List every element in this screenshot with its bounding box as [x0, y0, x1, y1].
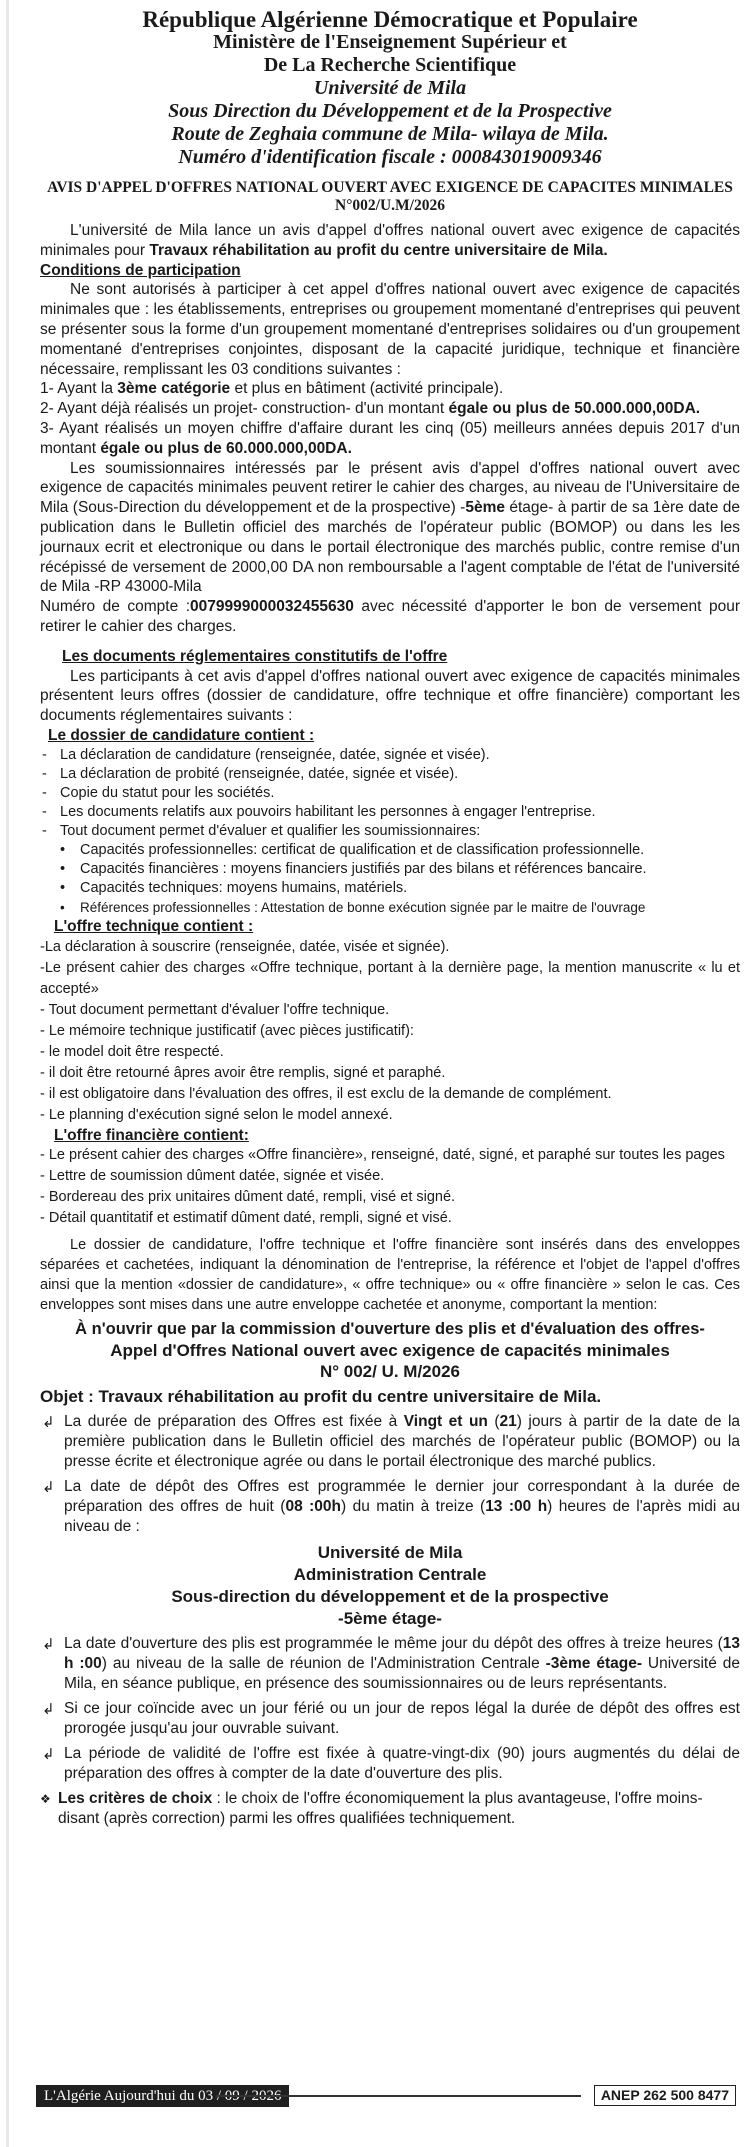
list-item: - Tout document permet d'évaluer et qualifier les soumissionnaires:	[40, 822, 740, 841]
mention-number: N° 002/ U. M/2026	[319, 1362, 461, 1382]
publication-footer	[36, 2085, 736, 2107]
deposit-address	[40, 1542, 740, 1630]
notice-title-text: AVIS D'APPEL D'OFFRES NATIONAL OUVERT AVEC EXIGENCE DE CAPACITES MINIMALES	[47, 179, 733, 196]
criteria-label: Les critères de choix	[58, 1790, 213, 1808]
docs-intro: Les participants à cet avis d'appel d'offres national ouvert avec exigence de capacités minimales présentent leurs offres (dossier de candidature, offre technique et offre financière) comportant les documents réglementaires suivants :	[40, 667, 740, 725]
deadline-days: 21	[499, 1413, 517, 1431]
list-item	[40, 1412, 740, 1472]
list-item: - Tout document permettant d'évaluer l'offre technique.	[40, 1001, 390, 1018]
list-item	[40, 1477, 740, 1537]
condition-3-amount: égale ou plus de 60.000.000,00DA.	[100, 439, 352, 457]
list-item: • Références professionnelles : Attestation de bonne exécution signée par le maitre de l'ouvrage	[40, 898, 740, 917]
list-item: • Capacités professionnelles: certificat de qualification et de classification professionnelle.	[40, 841, 740, 860]
list-item: - Le mémoire technique justificatif (avec pièces justificatif):	[40, 1022, 414, 1039]
list-item: - Le présent cahier des charges «Offre financière», renseigné, daté, signé, et paraphé sur toutes les pages	[40, 1147, 725, 1164]
subdirection-line: Sous Direction du Développement et de la Prospective	[168, 100, 612, 122]
list-item: ↲ La période de validité de l'offre est fixée à quatre-vingt-dix (90) jours augmentés du délai de préparation des offres à compter de la date d'ouverture des plis.	[40, 1744, 740, 1784]
deadline-text: La durée de préparation des Offres est fixée à	[64, 1413, 404, 1431]
deposit-start: 08 :00h	[285, 1498, 342, 1516]
conditions-heading: Conditions de participation	[40, 261, 241, 279]
condition-1-category: 3ème catégorie	[117, 380, 231, 398]
deposit-rest: ) heures de l'après midi au niveau de :	[64, 1498, 740, 1536]
account-label: Numéro de compte :	[40, 598, 191, 616]
deadline-days-words: Vingt et un	[403, 1413, 488, 1431]
list-item: • Capacités financières : moyens financiers justifiés par des bilans et références bancaire.	[40, 860, 740, 879]
republic-line: République Algérienne Démocratique et Populaire	[142, 7, 638, 32]
mention-line-1: À n'ouvrir que par la commission d'ouverture des plis et d'évaluation des offres-	[75, 1320, 705, 1339]
withdrawal-rest: étage- à partir de sa 1ère date de publication dans le Bulletin officiel des marchés de l'opérateur public (BOMOP) ou dans les les journaux ecrit et electronique ou dans le portail électronique des marchés public, contre remise d'un récépissé de versement de 2000,00 DA non remboursable a l'agent comptable de l'état de l'université de Mila -RP 43000-Mila	[40, 499, 740, 596]
ministry-line-2: De La Recherche Scientifique	[263, 54, 517, 76]
address-subdirection: Sous-direction du développement et de la prospective	[171, 1587, 609, 1607]
intro-text: L'université de Mila lance un avis d'appel d'offres national ouvert avec exigence de capacités minimales pour	[40, 222, 740, 259]
condition-2-text: 2- Ayant déjà réalisés un projet- construction- d'un montant	[40, 400, 449, 418]
financial-heading: L'offre financière contient:	[54, 1126, 249, 1144]
address-floor: -5ème étage-	[338, 1609, 442, 1629]
account-paragraph	[40, 597, 740, 637]
list-item: ↲ Si ce jour coïncide avec un jour férié ou un jour de repos légal la durée de dépôt des offres est prorogée jusqu'au jour ouvrable suivant.	[40, 1699, 740, 1739]
anep-reference: ANEP 262 500 8477	[594, 2085, 736, 2106]
deadlines-list	[40, 1412, 740, 1537]
footer-divider	[216, 2095, 581, 2097]
deposit-end: 13 :00 h	[485, 1498, 548, 1516]
list-item: - Détail quantitatif et estimatif dûment daté, rempli, signé et visé.	[40, 1210, 452, 1227]
list-item: - Le planning d'exécution signé selon le model annexé.	[40, 1106, 393, 1123]
list-item: -Le présent cahier des charges «Offre technique, portant à la dernière page, la mention manuscrite « lu et accepté»	[40, 959, 740, 997]
criteria-text: : le choix de l'offre économiquement la plus avantageuse, l'offre moins- disant (après correction) parmi les offres qualifiées techniquement.	[58, 1790, 703, 1828]
technical-list	[40, 937, 740, 1126]
list-item: -La déclaration à souscrire (renseignée, datée, visée et signée).	[40, 938, 450, 955]
withdrawal-floor: 5ème	[465, 499, 505, 517]
deadline-paren: (	[487, 1413, 500, 1431]
notice-number: N°002/U.M/2026	[335, 197, 445, 214]
list-item: - il est obligatoire dans l'évaluation des offres, il est exclu de la demande de complément.	[40, 1085, 612, 1102]
condition-2	[40, 399, 740, 419]
condition-1-rest: et plus en bâtiment (activité principale).	[230, 380, 504, 398]
envelopes-paragraph: Le dossier de candidature, l'offre technique et l'offre financière sont insérés dans des enveloppes séparées et cachetées, indiquant la dénomination de l'entreprise, la référence et l'objet de l'appel d'offres ainsi que la mention «dossier de candidature», « offre technique» ou « offre financière » selon le cas. Ces enveloppes sont mises dans une autre enveloppe cachetée et anonyme, comportant la mention:	[40, 1237, 740, 1314]
conditions-paragraph: Ne sont autorisés à participer à cet appel d'offres national ouvert avec exigence de capacités minimales que : les établissements, entreprises ou groupement momentané d'entreprises qui peuvent se présenter sous la forme d'un groupement momentané d'entreprises solidaires ou d'un groupement momentané d'entreprises conjointes, disposant de la capacité juridique, technique et financière nécessaire, remplissant les 03 conditions suivantes :	[40, 281, 740, 378]
address-university: Université de Mila	[317, 1543, 463, 1563]
docs-heading: Les documents réglementaires constitutifs de l'offre	[62, 647, 448, 665]
list-item: - le model doit être respecté.	[40, 1043, 224, 1060]
letterhead	[40, 8, 740, 169]
envelope-mention	[40, 1319, 740, 1408]
opening-text: La date d'ouverture des plis est programmée le même jour du dépôt des offres à treize heures (	[64, 1635, 723, 1653]
list-item: - Les documents relatifs aux pouvoirs habilitant les personnes à engager l'entreprise.	[40, 803, 740, 822]
notice-title	[40, 179, 740, 215]
address-line: Route de Zeghaia commune de Mila- wilaya de Mila.	[171, 123, 609, 145]
candidature-heading: Le dossier de candidature contient :	[48, 726, 315, 744]
notice-body	[40, 221, 740, 1315]
opening-mid: ) au niveau de la salle de réunion de l'Administration Centrale	[101, 1655, 546, 1673]
opening-floor: -3ème étage-	[545, 1655, 642, 1673]
university-name: Université de Mila	[313, 77, 467, 99]
tender-notice	[40, 0, 740, 1829]
list-item: - Bordereau des prix unitaires dûment daté, rempli, visé et signé.	[40, 1189, 456, 1206]
condition-3-text: 3- Ayant réalisés un moyen chiffre d'affaire durant les cinq (05) meilleurs années depuis 2017 d'un montant	[40, 419, 740, 457]
withdrawal-text: Les soumissionnaires intéressés par le présent avis d'appel d'offres national ouvert avec exigence de capacités minimales peuvent retirer le cahier des charges, au niveau de l'Universitaire de Mila (Sous-Direction du développement et de la prospective) -	[40, 459, 740, 517]
technical-heading: L'offre technique contient :	[54, 917, 254, 935]
address-admin: Administration Centrale	[293, 1565, 487, 1585]
withdrawal-paragraph	[40, 459, 740, 598]
deadline-rest: ) jours à partir de la date de la première publication dans le Bulletin officiel des marchés de l'opérateur public (BOMOP) ou la presse écrite et électronique agrée ou dans le portail électronique des marché publics.	[64, 1413, 741, 1471]
condition-1-text: 1- Ayant la	[40, 380, 118, 398]
newspaper-date: L'Algérie Aujourd'hui du 03 / 09 / 2026	[36, 2085, 289, 2107]
list-item: - La déclaration de candidature (renseignée, datée, signée et visée).	[40, 746, 740, 765]
tax-id-line: Numéro d'identification fiscale : 000843019009346	[178, 146, 602, 168]
selection-criteria	[40, 1789, 740, 1829]
condition-3	[40, 419, 740, 459]
condition-2-amount: égale ou plus de 50.000.000,00DA.	[448, 400, 701, 418]
list-item: - il doit être retourné âpres avoir être remplis, signé et paraphé.	[40, 1064, 446, 1081]
deposit-mid: ) du matin à treize (	[341, 1498, 486, 1516]
list-item	[40, 1634, 740, 1694]
list-item: - La déclaration de probité (renseignée, datée, signée et visée).	[40, 765, 740, 784]
condition-1	[40, 379, 740, 399]
opening-list	[40, 1634, 740, 1784]
capacities-list	[40, 841, 740, 917]
account-rest: avec nécessité d'apporter le bon de versement pour retirer le cahier des charges.	[40, 598, 740, 635]
mention-object: Objet : Travaux réhabilitation au profit du centre universitaire de Mila.	[40, 1387, 602, 1407]
account-number: 007999900003245563​0	[190, 598, 354, 616]
financial-list	[40, 1145, 740, 1229]
opening-rest: Université de Mila, en séance publique, en présence des soumissionnaires ou de leurs représentants.	[64, 1655, 740, 1693]
mention-line-2: Appel d'Offres National ouvert avec exigence de capacités minimales	[110, 1341, 670, 1361]
deposit-text: La date de dépôt des Offres est programmée le dernier jour correspondant à la durée de préparation des offres de huit (	[64, 1478, 740, 1516]
opening-time: 13 h :00	[64, 1635, 740, 1673]
list-item: • Capacités techniques: moyens humains, matériels.	[40, 879, 740, 898]
candidature-list	[40, 746, 740, 841]
ministry-line: Ministère de l'Enseignement Supérieur et	[213, 31, 567, 53]
intro-object: Travaux réhabilitation au profit du centre universitaire de Mila.	[149, 241, 608, 259]
list-item: - Lettre de soumission dûment datée, signée et visée.	[40, 1168, 385, 1185]
intro-paragraph	[40, 221, 740, 261]
list-item: - Copie du statut pour les sociétés.	[40, 784, 740, 803]
scan-edge	[6, 0, 9, 2147]
